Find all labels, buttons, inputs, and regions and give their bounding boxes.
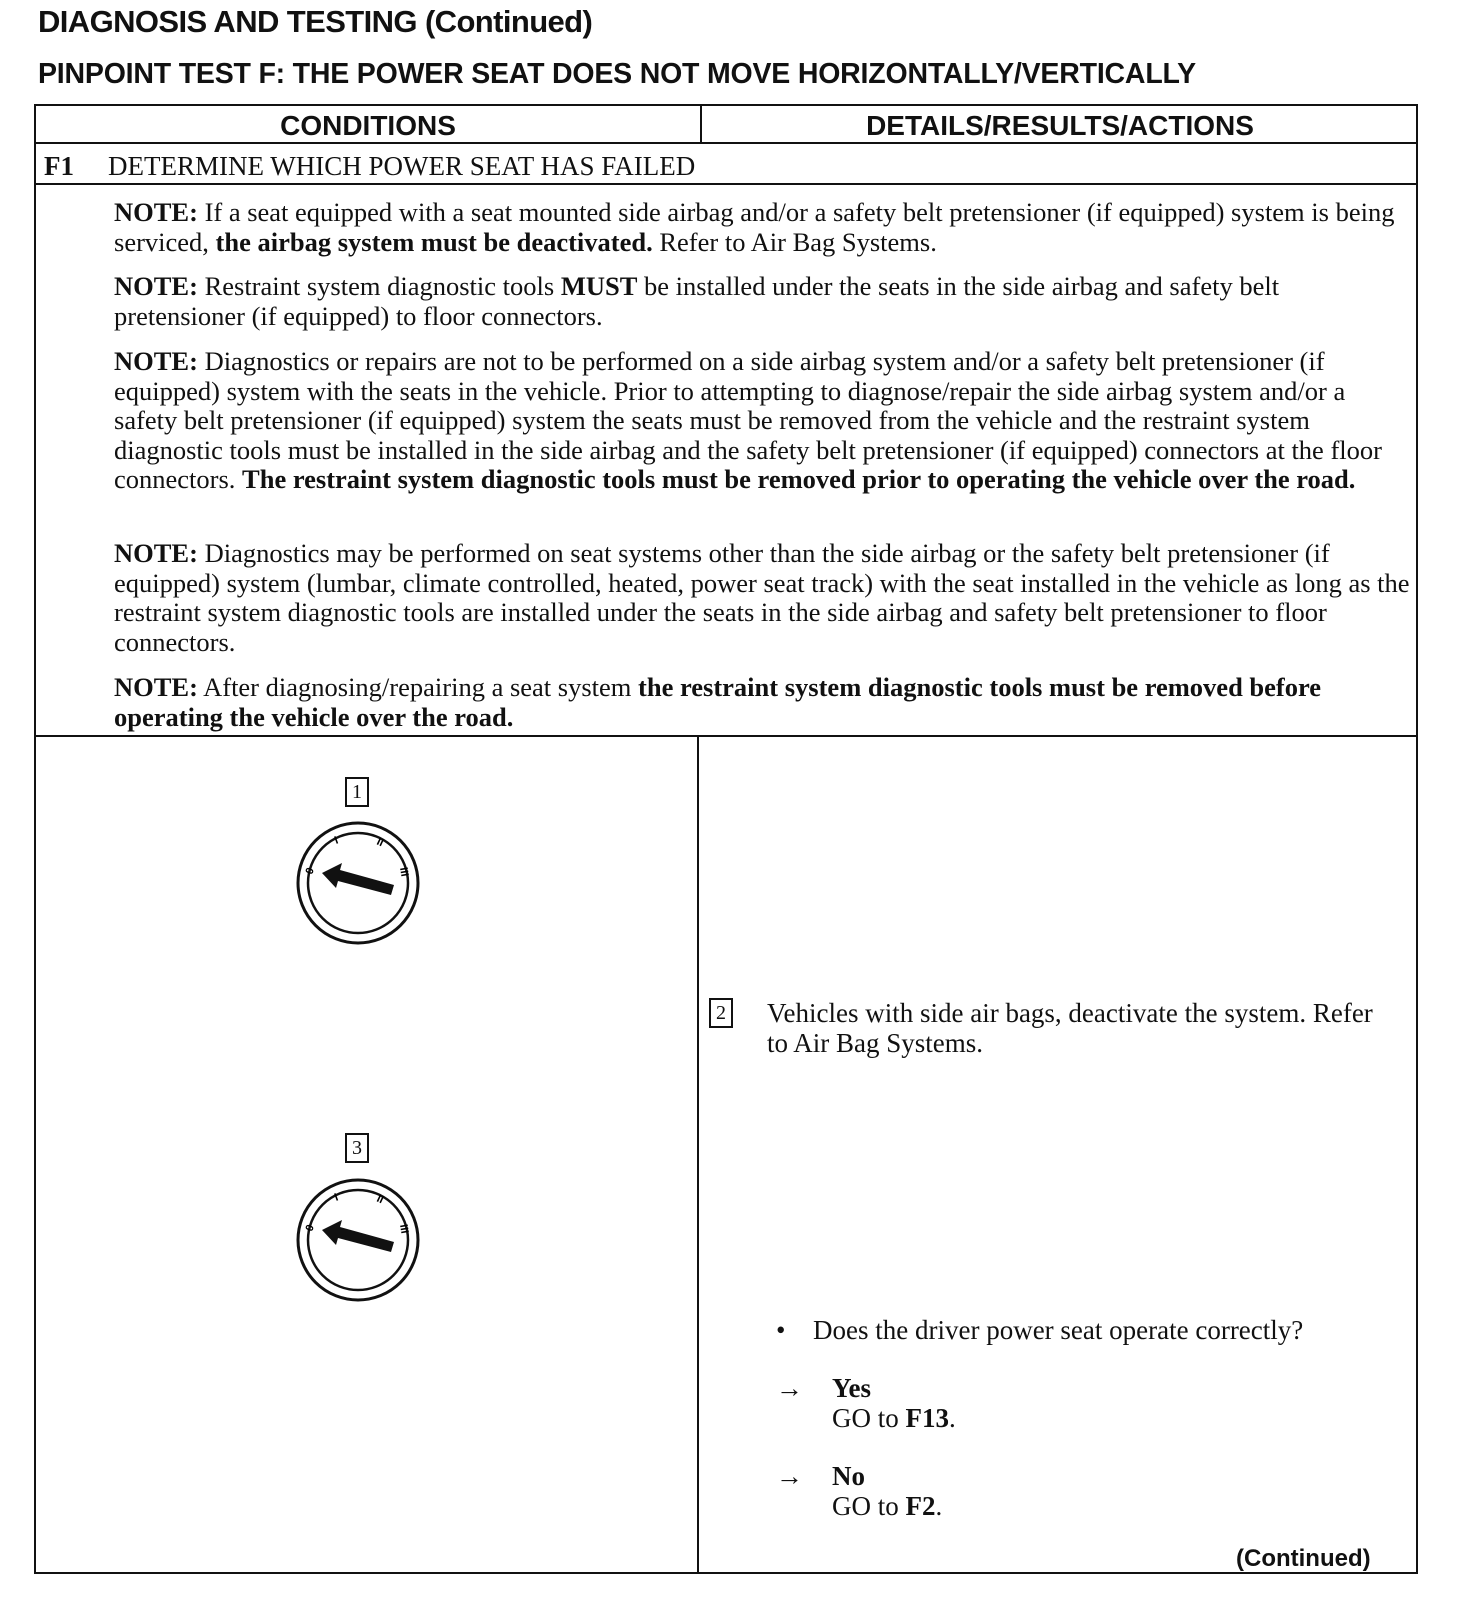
svg-text:0: 0 xyxy=(303,1223,317,1234)
conditions-header: CONDITIONS xyxy=(280,110,456,141)
svg-text:I: I xyxy=(332,834,340,847)
svg-text:II: II xyxy=(374,1192,386,1207)
goto-f13-link[interactable]: F13 xyxy=(905,1402,949,1433)
arrow-right-icon: → xyxy=(776,1461,803,1491)
svg-text:I: I xyxy=(332,1191,340,1204)
note-4: NOTE: Diagnostics may be performed on seat systems other than the side airbag or the safety belt pretensioner (if equipped) system (lumbar, climate controlled, heated, power seat track) with the seat installed in the vehicle as long as the restraint system diagnostic tools are installed under the seats in the side airbag and safety belt pretensioner to floor connectors. xyxy=(114,538,1410,657)
step-title-divider xyxy=(34,183,1418,185)
notes-divider xyxy=(34,735,1418,737)
step-2-instruction: Vehicles with side air bags, deactivate the system. Refer to Air Bag Systems. xyxy=(767,998,1373,1058)
bullet-icon: • xyxy=(776,1315,786,1345)
svg-text:II: II xyxy=(374,835,386,850)
step-f1-title xyxy=(44,151,695,182)
step-1-badge: 1 xyxy=(345,777,369,807)
answer-yes: Yes GO to F13. xyxy=(832,1373,956,1433)
step-3-badge: 3 xyxy=(345,1133,369,1163)
svg-text:III: III xyxy=(397,866,411,878)
note-1: NOTE: If a seat equipped with a seat mounted side airbag and/or a safety belt pretensioner (if equipped) system is being serviced, the airbag system must be deactivated. Refer to Air Bag Systems. xyxy=(114,197,1395,257)
svg-text:III: III xyxy=(397,1223,411,1235)
page-title: DIAGNOSIS AND TESTING (Continued) xyxy=(38,4,593,39)
svg-text:0: 0 xyxy=(303,866,317,877)
answer-yes-label: Yes xyxy=(832,1373,871,1403)
continued-label: (Continued) xyxy=(1236,1545,1371,1572)
note-2: NOTE: Restraint system diagnostic tools MUST be installed under the seats in the side airbag and safety belt pretensioner (if equipped) to floor connectors. xyxy=(114,271,1280,331)
note-5: NOTE: After diagnosing/repairing a seat system the restraint system diagnostic tools must be removed before operating the vehicle over the road. xyxy=(114,672,1322,732)
answer-no: No GO to F2. xyxy=(832,1461,943,1521)
step-id: F1 xyxy=(44,151,74,181)
details-header: DETAILS/RESULTS/ACTIONS xyxy=(866,110,1254,141)
pinpoint-test-title: PINPOINT TEST F: THE POWER SEAT DOES NOT MOVE HORIZONTALLY/VERTICALLY xyxy=(38,58,1196,90)
header-divider xyxy=(34,142,1418,144)
answer-no-label: No xyxy=(832,1461,865,1491)
goto-f2-link[interactable]: F2 xyxy=(905,1490,936,1521)
step-2-badge: 2 xyxy=(709,998,733,1028)
ignition-off-icon xyxy=(290,815,426,951)
step-title: DETERMINE WHICH POWER SEAT HAS FAILED xyxy=(108,151,696,181)
column-divider xyxy=(697,735,699,1574)
note-3: NOTE: Diagnostics or repairs are not to be performed on a side airbag system and/or a safety belt pretensioner (if equipped) system with the seats in the vehicle. Prior to attempting to diagnose/repair the side airbag system and/or a safety belt pretensioner (if equipped) system the seats must be removed from the vehicle and the restraint system diagnostic tools must be installed in the side airbag and the safety belt pretensioner (if equipped) connectors at the floor connectors. The restraint system diagnostic tools must be removed prior to operating the vehicle over the road. xyxy=(114,346,1382,494)
arrow-right-icon: → xyxy=(776,1373,803,1403)
ignition-off-icon xyxy=(290,1172,426,1308)
question-text: Does the driver power seat operate correctly? xyxy=(813,1315,1304,1345)
